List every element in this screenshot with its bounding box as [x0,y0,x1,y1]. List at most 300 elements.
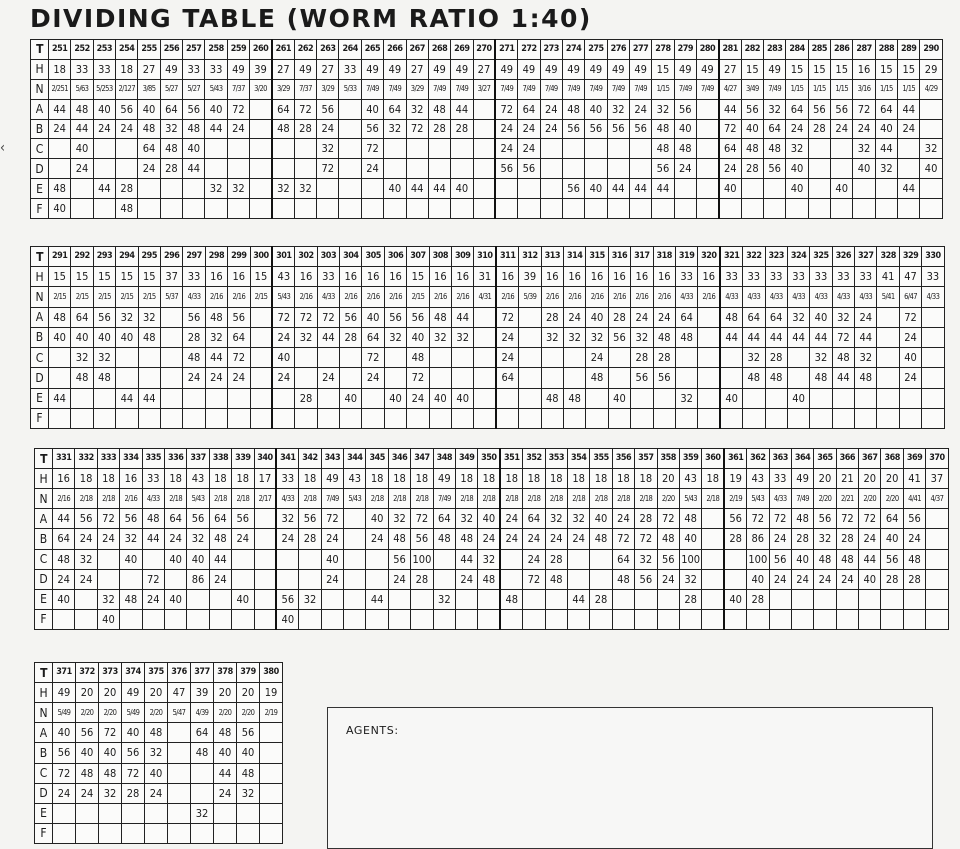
row-label: B [31,119,49,139]
table-row-e [31,388,945,408]
table-cell [500,569,522,589]
table-cell: 266 [384,40,406,60]
table-cell [629,199,651,219]
table-cell [295,348,317,368]
table-cell: 72 [495,99,517,119]
table-cell: 18 [232,469,254,489]
table-cell [922,327,944,347]
table-cell: 40 [361,99,383,119]
table-cell: 294 [116,247,138,267]
table-cell: 1/15 [898,79,920,99]
table-cell: 15 [652,59,674,79]
table-cell [76,823,99,843]
table-cell [339,139,361,159]
table-cell: 48 [191,743,214,763]
table-cell: 376 [168,663,191,683]
table-cell: 318 [653,247,675,267]
table-cell [384,348,406,368]
table-cell: 305 [362,247,384,267]
table-cell [388,589,410,609]
table-row-b [35,529,949,549]
table-cell: 48 [832,348,854,368]
table-cell [769,589,791,609]
table-cell: 44 [810,327,832,347]
table-cell: 348 [433,449,455,469]
table-cell [362,408,384,428]
table-row-e [35,803,283,823]
table-cell: 48 [93,368,115,388]
table-cell: 2/127 [116,79,138,99]
table-cell [540,199,562,219]
table-cell: 44 [428,179,450,199]
table-cell [164,609,186,629]
table-cell: 5/47 [168,703,191,723]
table-cell: 49 [294,59,316,79]
table-cell: 24 [362,368,384,388]
table-cell [922,348,944,368]
table-cell: 40 [49,327,71,347]
table-cell [250,307,272,327]
dividing-table-block-1 [30,39,943,219]
table-row-e [35,589,949,609]
row-label: A [35,723,53,743]
table-cell [563,348,585,368]
table-cell: 40 [590,509,612,529]
table-cell [590,549,612,569]
table-cell [232,609,254,629]
table-cell: 350 [478,449,500,469]
row-label: N [31,287,49,307]
table-cell [254,529,276,549]
table-cell [836,589,858,609]
table-cell: 72 [657,509,679,529]
row-label: E [35,803,53,823]
table-cell [183,179,205,199]
table-cell: 18 [545,469,567,489]
table-cell: 40 [183,139,205,159]
table-cell [903,589,925,609]
row-label: D [31,159,49,179]
table-cell: 24 [97,529,119,549]
table-cell [629,159,651,179]
table-cell: 355 [590,449,612,469]
table-cell: 40 [205,99,227,119]
table-cell [205,199,227,219]
table-cell: 2/18 [97,489,119,509]
table-cell: 32 [317,139,339,159]
table-cell: 18 [299,469,321,489]
table-cell: 32 [545,509,567,529]
row-label: C [31,348,49,368]
table-cell: 64 [743,307,765,327]
table-cell: 48 [183,348,205,368]
table-cell: 15 [49,267,71,287]
table-cell: 4/33 [276,489,298,509]
table-cell: 2/16 [496,287,518,307]
table-cell: 72 [853,99,875,119]
table-cell: 7/49 [791,489,813,509]
table-cell [260,783,283,803]
table-cell: 48 [765,368,787,388]
table-cell: 32 [814,529,836,549]
table-cell: 44 [456,549,478,569]
table-cell: 56 [53,743,76,763]
table-cell [635,609,657,629]
table-cell: 40 [340,388,362,408]
table-cell: 28 [836,529,858,549]
table-cell: 4/31 [474,287,496,307]
table-cell: 40 [787,388,809,408]
table-cell [859,589,881,609]
table-cell [340,408,362,428]
table-cell: 2/16 [362,287,384,307]
table-cell: 20 [99,683,122,703]
table-cell: 48 [116,199,138,219]
table-cell: 48 [720,307,742,327]
table-cell: 48 [388,529,410,549]
table-cell [452,368,474,388]
table-cell: 15 [71,267,93,287]
table-cell: 56 [562,179,584,199]
table-cell [168,743,191,763]
table-cell: 2/20 [145,703,168,723]
table-cell: 290 [920,40,942,60]
table-cell [205,408,227,428]
table-cell: 56 [562,119,584,139]
table-cell: 33 [769,469,791,489]
table-cell: 40 [608,388,630,408]
table-cell [519,368,541,388]
table-cell [765,408,787,428]
table-cell: 32 [272,179,294,199]
table-cell: 18 [612,469,634,489]
table-cell [541,368,563,388]
table-cell: 18 [702,469,724,489]
table-cell [922,388,944,408]
table-cell: 271 [495,40,517,60]
table-cell [791,609,813,629]
table-cell: 48 [541,388,563,408]
table-cell: 1/15 [831,79,853,99]
table-cell: 48 [160,139,182,159]
table-cell: 333 [97,449,119,469]
table-cell: 339 [232,449,254,469]
table-cell: 32 [786,139,808,159]
table-cell [523,589,545,609]
table-cell: 33 [810,267,832,287]
table-row-h [35,683,283,703]
table-cell: 72 [317,159,339,179]
table-cell: 24 [612,509,634,529]
table-cell: 15 [138,267,160,287]
table-cell: 7/37 [294,79,316,99]
table-cell [523,609,545,629]
row-label: H [31,267,49,287]
table-cell [205,388,227,408]
table-cell: 48 [272,119,294,139]
table-cell: 24 [903,529,925,549]
table-cell: 32 [205,327,227,347]
table-cell [93,408,115,428]
table-cell: 16 [53,469,75,489]
table-row-c [31,139,943,159]
table-cell: 56 [317,99,339,119]
table-cell: 49 [53,683,76,703]
table-cell: 2/16 [384,287,406,307]
table-cell: 44 [214,763,237,783]
table-cell: 40 [724,589,746,609]
table-cell: 40 [452,388,474,408]
row-label: H [31,59,49,79]
table-cell: 27 [317,59,339,79]
table-cell: 72 [407,368,429,388]
table-row-b [35,743,283,763]
table-cell [540,179,562,199]
table-cell: 28 [881,569,903,589]
table-cell: 301 [272,247,294,267]
table-cell: 2/20 [237,703,260,723]
row-label: H [35,469,53,489]
table-cell: 44 [765,327,787,347]
table-cell: 24 [631,307,653,327]
table-cell: 56 [741,99,763,119]
table-cell [474,408,496,428]
table-cell [183,199,205,219]
table-cell: 72 [361,139,383,159]
table-cell: 18 [411,469,433,489]
table-cell: 56 [724,509,746,529]
table-cell: 28 [635,509,657,529]
table-cell [49,159,71,179]
table-cell: 40 [586,307,608,327]
table-cell [474,388,496,408]
table-cell [585,139,607,159]
table-cell [473,119,495,139]
table-cell: 33 [339,59,361,79]
table-cell: 48 [814,549,836,569]
table-cell: 19 [260,683,283,703]
table-cell: 28 [590,589,612,609]
table-cell: 15 [741,59,763,79]
table-cell: 49 [540,59,562,79]
table-cell: 32 [855,348,877,368]
table-cell [696,99,718,119]
table-cell: 27 [406,59,428,79]
table-cell: 346 [388,449,410,469]
table-cell: 33 [205,59,227,79]
table-cell: 48 [76,763,99,783]
table-cell [567,609,589,629]
table-cell [608,368,630,388]
table-cell: 24 [567,529,589,549]
table-cell: 2/16 [541,287,563,307]
row-label: B [31,327,49,347]
table-cell: 5/43 [205,79,227,99]
table-cell: 40 [853,159,875,179]
table-cell: 56 [76,723,99,743]
table-cell: 2/251 [49,79,71,99]
table-cell: 24 [855,307,877,327]
table-cell: 32 [116,307,138,327]
table-cell: 311 [496,247,518,267]
table-cell [120,569,142,589]
table-cell: 4/27 [719,79,741,99]
table-cell: 28 [747,589,769,609]
table-cell: 16 [228,267,250,287]
table-cell [791,589,813,609]
table-cell: 56 [769,549,791,569]
table-cell: 18 [209,469,231,489]
row-label: F [35,609,53,629]
table-cell: 44 [720,327,742,347]
table-cell: 364 [791,449,813,469]
table-cell: 24 [272,327,294,347]
table-cell: 72 [496,307,518,327]
table-cell: 24 [232,529,254,549]
table-cell: 2/18 [411,489,433,509]
table-cell: 4/41 [903,489,925,509]
table-cell: 328 [877,247,899,267]
table-cell: 24 [145,783,168,803]
table-cell [920,119,942,139]
table-cell: 18 [49,59,71,79]
table-cell [339,119,361,139]
table-cell [540,159,562,179]
table-cell [237,823,260,843]
table-cell: 335 [142,449,164,469]
table-cell: 365 [814,449,836,469]
table-cell [71,388,93,408]
table-cell [452,348,474,368]
table-cell: 56 [495,159,517,179]
table-cell: 56 [75,509,97,529]
table-cell: 326 [832,247,854,267]
table-cell: 7/49 [495,79,517,99]
table-cell: 2/16 [586,287,608,307]
table-cell: 304 [340,247,362,267]
table-cell: 32 [787,307,809,327]
table-cell: 314 [563,247,585,267]
table-cell [810,388,832,408]
table-cell [429,408,451,428]
table-cell: 44 [719,99,741,119]
table-cell [160,408,182,428]
table-cell: 64 [786,99,808,119]
table-cell: 40 [214,743,237,763]
table-cell: 48 [810,368,832,388]
table-cell [76,803,99,823]
table-cell: 24 [142,589,164,609]
table-cell: 276 [607,40,629,60]
table-cell: 2/16 [608,287,630,307]
table-cell: 44 [49,99,71,119]
table-cell: 56 [607,119,629,139]
table-cell: 32 [607,99,629,119]
table-row-a [31,307,945,327]
table-cell [250,179,272,199]
table-cell [384,408,406,428]
table-cell [586,408,608,428]
table-cell: 21 [836,469,858,489]
table-cell: 56 [808,99,830,119]
table-cell: 40 [384,388,406,408]
table-cell: 33 [922,267,944,287]
table-cell: 72 [747,509,769,529]
table-cell: 56 [903,509,925,529]
table-cell [764,179,786,199]
table-cell [433,569,455,589]
table-cell: 40 [276,609,298,629]
table-cell [250,388,272,408]
table-cell: 2/20 [881,489,903,509]
table-cell [831,139,853,159]
table-cell: 24 [183,368,205,388]
table-cell: 24 [388,569,410,589]
table-cell [160,368,182,388]
table-cell: 5/43 [272,287,294,307]
table-cell: 44 [406,179,428,199]
table-row-c [35,549,949,569]
table-cell: 40 [122,723,145,743]
table-cell: 24 [75,529,97,549]
table-cell: 302 [295,247,317,267]
table-cell: 332 [75,449,97,469]
table-cell: 377 [191,663,214,683]
table-cell: 40 [786,159,808,179]
table-cell [260,763,283,783]
table-cell: 32 [120,529,142,549]
table-row-d [35,783,283,803]
table-cell [787,368,809,388]
row-label: A [31,307,49,327]
table-cell: 40 [164,589,186,609]
table-cell: 32 [541,327,563,347]
table-cell [720,348,742,368]
table-cell: 40 [859,569,881,589]
table-cell [406,199,428,219]
table-cell [631,388,653,408]
table-cell: 2/18 [164,489,186,509]
table-cell: 275 [585,40,607,60]
table-cell: 18 [366,469,388,489]
table-cell: 44 [53,509,75,529]
table-cell: 18 [567,469,589,489]
dividing-table-block-2 [30,246,945,429]
table-cell: 24 [523,549,545,569]
table-cell [926,589,948,609]
table-cell: 49 [384,59,406,79]
table-cell: 261 [272,40,294,60]
table-cell: 56 [652,159,674,179]
table-cell: 16 [452,267,474,287]
table-cell [836,609,858,629]
table-cell: 24 [629,99,651,119]
table-cell: 320 [698,247,720,267]
table-cell: 48 [138,327,160,347]
table-cell: 48 [428,99,450,119]
table-cell: 32 [586,327,608,347]
table-cell: 2/18 [635,489,657,509]
table-cell: 33 [787,267,809,287]
table-cell: 18 [635,469,657,489]
table-cell [272,408,294,428]
table-cell: 3/49 [741,79,763,99]
table-cell: 64 [272,99,294,119]
table-cell: 20 [657,469,679,489]
table-cell: 7/37 [227,79,249,99]
table-cell: 40 [407,327,429,347]
table-cell: 40 [187,549,209,569]
